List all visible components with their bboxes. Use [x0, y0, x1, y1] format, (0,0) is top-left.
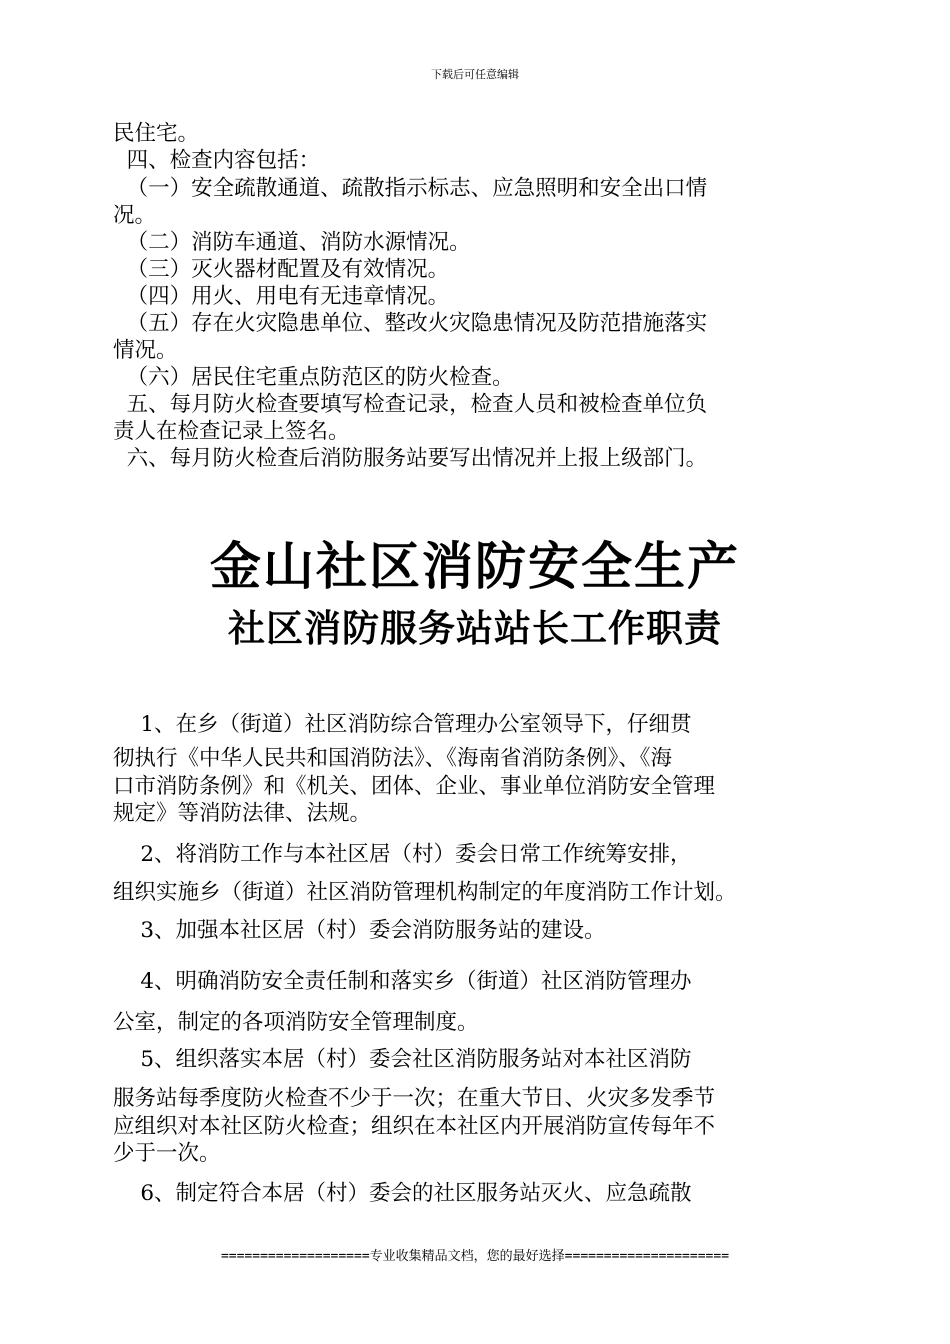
duty-line: 彻执行《中华人民共和国消防法》、《海南省消防条例》、《海: [113, 746, 673, 771]
text-line: （四）用火、用电有无违章情况。: [113, 284, 450, 309]
text-line: （五）存在火灾隐患单位、整改火灾隐患情况及防范措施落实: [113, 311, 708, 336]
duty-line: 1、在乡（街道）社区消防综合管理办公室领导下，仔细贯: [113, 712, 692, 737]
duty-line: 4、明确消防安全责任制和落实乡（街道）社区消防管理办: [113, 969, 692, 994]
text-line: 六、每月防火检查后消防服务站要写出情况并上报上级部门。: [113, 446, 708, 471]
text-line: （三）灭火器材配置及有效情况。: [113, 257, 450, 282]
duty-line: 6、制定符合本居（村）委会的社区服务站灭火、应急疏散: [113, 1181, 692, 1206]
duty-line: 5、组织落实本居（村）委会社区消防服务站对本社区消防: [113, 1047, 692, 1072]
text-line: （六）居民住宅重点防范区的防火检查。: [113, 365, 514, 390]
page-footer-note: ===================专业收集精品文档，您的最好选择=====================: [220, 1249, 730, 1264]
duty-line: 2、将消防工作与本社区居（村）委会日常工作统筹安排，: [113, 842, 692, 867]
text-line: 民住宅。: [113, 121, 200, 146]
text-line: （一）安全疏散通道、疏散指示标志、应急照明和安全出口情: [113, 176, 708, 201]
text-line: 四、检查内容包括：: [113, 148, 321, 173]
duty-line: 口市消防条例》和《机关、团体、企业、事业单位消防安全管理: [113, 774, 716, 799]
duty-line: 规定》等消防法律、法规。: [113, 801, 372, 826]
text-line: 责人在检查记录上签名。: [113, 419, 350, 444]
text-line: 情况。: [113, 338, 178, 363]
duty-line: 组织实施乡（街道）社区消防管理机构制定的年度消防工作计划。: [113, 880, 737, 905]
duty-line: 服务站每季度防火检查不少于一次；在重大节日、火灾多发季节: [113, 1086, 716, 1111]
duty-line: 3、加强本社区居（村）委会消防服务站的建设。: [113, 918, 606, 943]
duty-line: 应组织对本社区防火检查；组织在本社区内开展消防宣传每年不: [113, 1114, 716, 1139]
text-line: （二）消防车通道、消防水源情况。: [113, 230, 471, 255]
document-title: 金山社区消防安全生产: [209, 538, 740, 597]
duty-line: 公室，制定的各项消防安全管理制度。: [113, 1010, 479, 1035]
text-line: 况。: [113, 203, 157, 228]
text-line: 五、每月防火检查要填写检查记录，检查人员和被检查单位负: [113, 392, 708, 417]
page-header-note: 下载后可任意编辑: [431, 68, 519, 81]
duty-line: 少于一次。: [113, 1141, 221, 1166]
document-subtitle: 社区消防服务站站长工作职责: [228, 607, 722, 650]
